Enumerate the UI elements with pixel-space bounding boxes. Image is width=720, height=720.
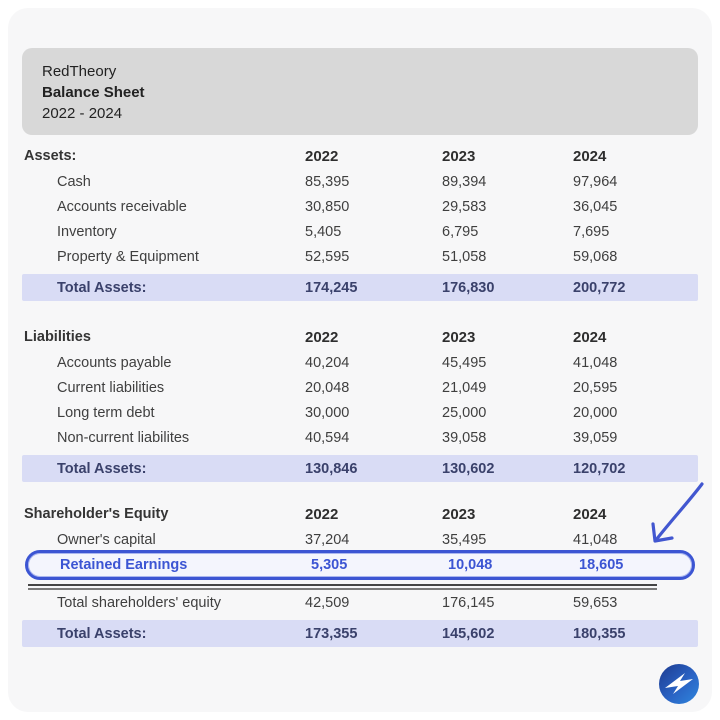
cell-value: 5,305 — [311, 557, 348, 573]
cell-value: 42,509 — [305, 594, 350, 611]
cell-value: 20,048 — [305, 379, 350, 396]
row-label: Long term debt — [57, 404, 155, 421]
table-row — [22, 400, 698, 425]
total-value: 173,355 — [305, 625, 358, 642]
section-title-equity: Shareholder's Equity — [24, 506, 169, 522]
cell-value: 85,395 — [305, 173, 350, 190]
retained-earnings-highlight-capsule — [25, 550, 695, 580]
document-title: Balance Sheet — [42, 84, 145, 101]
cell-value: 40,594 — [305, 429, 350, 446]
cell-value: 18,605 — [579, 557, 624, 573]
cell-value: 45,495 — [442, 354, 487, 371]
cell-value: 35,495 — [442, 531, 487, 548]
cell-value: 10,048 — [448, 557, 493, 573]
year-column-2023: 2023 — [442, 147, 476, 165]
cell-value: 30,000 — [305, 404, 350, 421]
total-value: 130,602 — [442, 460, 495, 477]
row-label: Accounts receivable — [57, 198, 187, 215]
table-row — [22, 194, 698, 219]
header-card — [22, 48, 698, 135]
row-label: Cash — [57, 173, 91, 190]
year-column-2024: 2024 — [573, 505, 607, 523]
total-value: 145,602 — [442, 625, 495, 642]
cell-value: 6,795 — [442, 223, 479, 240]
total-label: Total Assets: — [57, 625, 147, 642]
assets-total-row — [22, 274, 698, 301]
cell-value: 7,695 — [573, 223, 610, 240]
year-column-2022: 2022 — [305, 328, 339, 346]
annotation-arrow-icon — [640, 478, 712, 554]
cell-value: 30,850 — [305, 198, 350, 215]
liabilities-total-row — [22, 455, 698, 482]
cell-value: 20,000 — [573, 404, 618, 421]
equity-total-row — [22, 620, 698, 647]
content-panel — [8, 8, 712, 712]
total-value: 130,846 — [305, 460, 358, 477]
cell-value: 40,204 — [305, 354, 350, 371]
year-column-2023: 2023 — [442, 328, 476, 346]
row-label: Current liabilities — [57, 379, 165, 396]
cell-value: 59,653 — [573, 594, 618, 611]
cell-value: 37,204 — [305, 531, 350, 548]
row-label: Total shareholders' equity — [57, 594, 221, 611]
total-value: 120,702 — [573, 460, 626, 477]
table-row — [22, 219, 698, 244]
row-label: Retained Earnings — [60, 557, 188, 573]
total-value: 174,245 — [305, 279, 358, 296]
cell-value: 59,068 — [573, 248, 618, 265]
cell-value: 52,595 — [305, 248, 350, 265]
total-label: Total Assets: — [57, 460, 147, 477]
retained-earnings-row — [28, 554, 692, 576]
cell-value: 39,059 — [573, 429, 618, 446]
row-label: Inventory — [57, 223, 117, 240]
cell-value: 97,964 — [573, 173, 618, 190]
table-row — [22, 169, 698, 194]
total-equity-row — [22, 590, 698, 615]
cell-value: 25,000 — [442, 404, 487, 421]
row-label: Accounts payable — [57, 354, 172, 371]
cell-value: 21,049 — [442, 379, 487, 396]
cell-value: 36,045 — [573, 198, 618, 215]
cell-value: 39,058 — [442, 429, 487, 446]
row-label: Non-current liabilites — [57, 429, 190, 446]
assets-header-row — [22, 143, 698, 169]
year-column-2024: 2024 — [573, 147, 607, 165]
section-title-liabilities: Liabilities — [24, 329, 91, 345]
table-row — [22, 375, 698, 400]
cell-value: 41,048 — [573, 531, 618, 548]
cell-value: 41,048 — [573, 354, 618, 371]
equity-header-row — [22, 501, 698, 527]
table-row — [22, 350, 698, 375]
total-value: 200,772 — [573, 279, 626, 296]
year-column-2022: 2022 — [305, 505, 339, 523]
row-label: Owner's capital — [57, 531, 156, 548]
year-column-2024: 2024 — [573, 328, 607, 346]
row-label: Property & Equipment — [57, 248, 199, 265]
liabilities-header-row — [22, 324, 698, 350]
cell-value: 51,058 — [442, 248, 487, 265]
year-column-2023: 2023 — [442, 505, 476, 523]
table-row — [22, 425, 698, 450]
table-row — [22, 527, 698, 552]
total-value: 176,830 — [442, 279, 495, 296]
year-column-2022: 2022 — [305, 147, 339, 165]
cell-value: 176,145 — [442, 594, 495, 611]
table-row — [22, 244, 698, 269]
cell-value: 20,595 — [573, 379, 618, 396]
section-title-assets: Assets: — [24, 148, 77, 164]
balance-sheet-table — [22, 143, 698, 647]
cell-value: 89,394 — [442, 173, 487, 190]
cell-value: 29,583 — [442, 198, 487, 215]
total-label: Total Assets: — [57, 279, 147, 296]
total-value: 180,355 — [573, 625, 626, 642]
bolt-logo-icon — [658, 663, 700, 705]
company-name: RedTheory — [42, 63, 117, 80]
period-range: 2022 - 2024 — [42, 105, 123, 122]
cell-value: 5,405 — [305, 223, 342, 240]
